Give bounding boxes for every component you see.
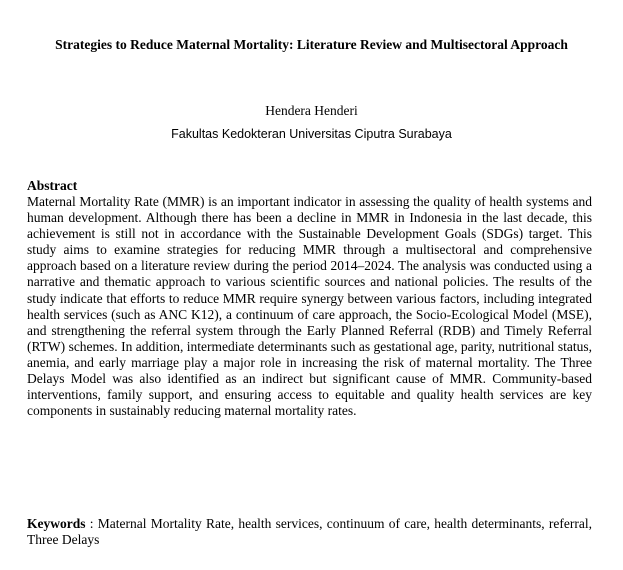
keywords-list: Maternal Mortality Rate, health services, continuum of care, health determinants, referral, Three Delays (27, 516, 592, 548)
paper-title: Strategies to Reduce Maternal Mortality: Literature Review and Multisectoral Approach (55, 37, 568, 52)
author-name: Hendera Henderi (265, 103, 358, 118)
author-affiliation: Fakultas Kedokteran Universitas Ciputra Surabaya (171, 127, 452, 141)
keywords-label: Keywords (27, 516, 86, 531)
abstract-body: Maternal Mortality Rate (MMR) is an important indicator in assessing the quality of health systems and human development. Although there has been a decline in MMR in Indonesia in the last decade, this achievement is still not in accordance with the Sustainable Development Goals (SDGs) target. This study aims to examine strategies for reducing MMR through a multisectoral and comprehensive approach based on a literature review during the period 2014–2024. The analysis was conducted using a narrative and thematic approach to various scientific sources and national policies. The results of the study indicate that efforts to reduce MMR require synergy between various factors, including integrated health services (such as ANC K12), a continuum of care approach, the Socio-Ecological Model (MSE), and strengthening the referral system through the Early Planned Referral (RDB) and Timely Referral (RTW) schemes. In addition, intermediate determinants such as gestational age, parity, nutritional status, anemia, and early marriage play a major role in increasing the risk of maternal mortality. The Three Delays Model was also identified as an indirect but significant cause of MMR. Community-based interventions, family support, and ensuring access to equitable and quality health services are key components in sustainably reducing maternal mortality rates. (27, 194, 592, 419)
keywords-section (27, 516, 592, 548)
abstract-heading: Abstract (27, 178, 78, 193)
keywords-separator: : (85, 516, 98, 531)
